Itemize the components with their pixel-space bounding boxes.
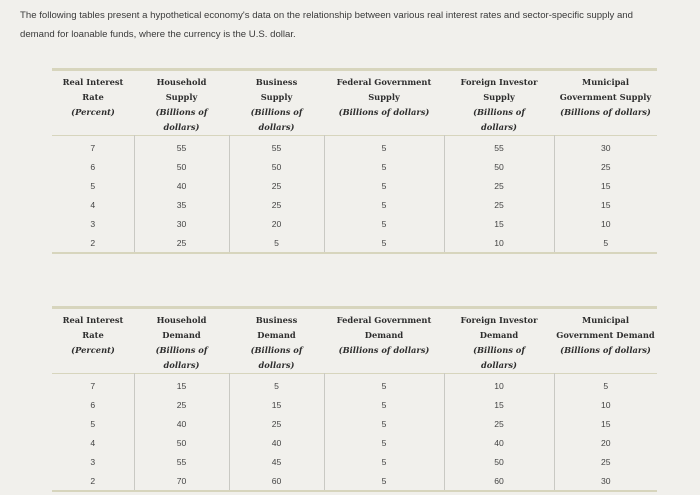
supply-table-cell: 25 (600, 161, 611, 172)
supply-header-line: (Billions of (473, 107, 525, 117)
demand-table-cell: 50 (134, 433, 229, 452)
demand-table-cell: 45 (229, 452, 324, 471)
supply-header-line: (Billions of (250, 107, 303, 117)
supply-table-cell: 35 (134, 195, 229, 214)
supply-table-cell: 5 (324, 233, 444, 253)
supply-header-line: (Billions of dollars) (338, 107, 430, 117)
supply-table-cell: 5 (554, 233, 657, 253)
demand-table-cell: 5 (229, 374, 324, 396)
supply-table-cell: 25 (229, 195, 324, 214)
supply-table-cell: 25 (444, 195, 554, 214)
demand-table-cell: 5 (52, 414, 134, 433)
supply-header-line: (Percent) (71, 107, 115, 117)
demand-table-row (52, 395, 657, 414)
demand-table-cell: 10 (600, 399, 611, 410)
supply-table-cell: 55 (229, 136, 324, 158)
demand-table-cell: 15 (444, 395, 554, 414)
supply-header-line: Federal Government (336, 77, 432, 87)
demand-table-cell: 15 (134, 374, 229, 396)
demand-header-line: (Billions of (155, 345, 208, 355)
demand-header-line: (Billions of dollars) (560, 345, 651, 355)
supply-table-cell: 5 (324, 214, 444, 233)
supply-header-line: Municipal (582, 77, 629, 87)
supply-column-header (444, 70, 554, 136)
demand-header-line: Real Interest (62, 315, 124, 325)
supply-header-line: Supply (260, 92, 293, 102)
demand-table-row (52, 471, 657, 491)
supply-table-cell: 25 (229, 176, 324, 195)
demand-table-cell: 60 (444, 471, 554, 491)
demand-table-cell: 40 (229, 433, 324, 452)
demand-table-cell: 6 (52, 395, 134, 414)
supply-header-line: Supply (368, 92, 400, 102)
supply-table-cell: 25 (444, 176, 554, 195)
demand-table-cell: 55 (134, 452, 229, 471)
demand-table-cell: 4 (52, 433, 134, 452)
supply-header-line: dollars) (481, 122, 517, 132)
demand-table-cell: 10 (444, 374, 554, 396)
demand-table-cell: 3 (52, 452, 134, 471)
supply-table-cell: 50 (134, 157, 229, 176)
supply-table-body (52, 136, 657, 254)
demand-table-cell: 25 (600, 456, 611, 467)
demand-header-line: dollars) (258, 360, 295, 370)
supply-table-cell: 15 (600, 199, 611, 210)
supply-table-cell: 6 (52, 157, 134, 176)
supply-table-cell: 50 (444, 157, 554, 176)
demand-header-line: Foreign Investor (460, 315, 538, 325)
supply-table-cell: 5 (324, 195, 444, 214)
demand-header-line: Demand (162, 330, 201, 340)
supply-table-cell: 5 (52, 176, 134, 195)
supply-table-row (52, 136, 657, 158)
intro-text (20, 6, 692, 44)
supply-column-header (324, 70, 444, 136)
demand-column-header (444, 308, 554, 374)
demand-header-line: Municipal (582, 315, 629, 325)
demand-header-line: Demand (257, 330, 296, 340)
demand-table-row (52, 414, 657, 433)
supply-table-cell: 5 (229, 233, 324, 253)
supply-column-header (134, 70, 229, 136)
demand-table-cell: 5 (324, 374, 444, 396)
supply-table-row (52, 214, 657, 233)
supply-header-row (52, 70, 657, 136)
demand-table-cell: 30 (554, 471, 657, 491)
supply-table-cell: 7 (52, 136, 134, 158)
demand-table-cell: 60 (229, 471, 324, 491)
demand-table-cell: 2 (52, 471, 134, 491)
demand-table-cell: 70 (134, 471, 229, 491)
supply-table-cell: 30 (554, 136, 657, 158)
supply-table-cell: 20 (229, 214, 324, 233)
demand-table-cell: 7 (52, 374, 134, 396)
demand-header-line: Demand (364, 330, 404, 340)
demand-table-row (52, 433, 657, 452)
supply-column-header (229, 70, 324, 136)
supply-table-cell: 55 (134, 136, 229, 158)
demand-header-line: (Billions of (473, 345, 525, 355)
supply-header-line: Real Interest (62, 77, 124, 87)
demand-header-line: Federal Government (336, 315, 432, 325)
intro-line-1: The following tables present a hypothetical economy's data on the relationship between various real interest rates and sector-specific supply and (20, 10, 633, 21)
supply-header-line: Business (255, 77, 298, 87)
demand-column-header (52, 308, 134, 374)
supply-header-line: (Billions of (155, 107, 208, 117)
demand-table (52, 306, 657, 492)
supply-table-row (52, 233, 657, 253)
demand-header-line: (Billions of (250, 345, 303, 355)
supply-header-line: Household (156, 77, 207, 87)
supply-table-cell: 55 (444, 136, 554, 158)
demand-table-cell: 25 (229, 414, 324, 433)
supply-table-cell: 15 (600, 180, 611, 191)
demand-header-line: Government Demand (556, 330, 655, 340)
demand-column-header (134, 308, 229, 374)
supply-column-header (554, 70, 657, 136)
demand-table-cell: 40 (134, 414, 229, 433)
demand-column-header (324, 308, 444, 374)
demand-header-line: Business (255, 315, 298, 325)
demand-table-cell: 5 (554, 374, 657, 396)
supply-table-cell: 15 (444, 214, 554, 233)
demand-table-cell: 25 (134, 395, 229, 414)
intro-line-2: demand for loanable funds, where the currency is the U.S. dollar. (20, 29, 296, 40)
supply-table-cell: 2 (52, 233, 134, 253)
demand-table-cell: 15 (600, 418, 611, 429)
demand-table-cell: 5 (324, 471, 444, 491)
supply-header-line: (Billions of dollars) (560, 107, 651, 117)
demand-header-line: dollars) (481, 360, 517, 370)
supply-table-row (52, 176, 657, 195)
supply-table (52, 68, 657, 254)
supply-header-line: Supply (483, 92, 515, 102)
supply-table-row (52, 157, 657, 176)
supply-table-cell: 5 (324, 157, 444, 176)
demand-header-line: Household (156, 315, 207, 325)
demand-table-cell: 15 (229, 395, 324, 414)
supply-header-line: Rate (82, 92, 104, 102)
demand-header-row (52, 308, 657, 374)
supply-table-cell: 3 (52, 214, 134, 233)
demand-column-header (229, 308, 324, 374)
demand-table-row (52, 452, 657, 471)
supply-table-cell: 50 (229, 157, 324, 176)
supply-header-line: Government Supply (559, 92, 652, 102)
supply-table-cell: 25 (134, 233, 229, 253)
supply-table-cell: 5 (324, 176, 444, 195)
supply-table-cell: 10 (444, 233, 554, 253)
supply-header-line: dollars) (258, 122, 295, 132)
demand-column-header (554, 308, 657, 374)
demand-header-line: (Billions of dollars) (338, 345, 430, 355)
demand-table-cell: 25 (444, 414, 554, 433)
supply-header-line: dollars) (163, 122, 200, 132)
supply-column-header (52, 70, 134, 136)
supply-table-cell: 30 (134, 214, 229, 233)
demand-table-cell: 5 (324, 433, 444, 452)
supply-table-cell: 4 (52, 195, 134, 214)
supply-table-row (52, 195, 657, 214)
supply-table-cell: 5 (324, 136, 444, 158)
supply-header-line: Foreign Investor (460, 77, 538, 87)
supply-table-cell: 10 (600, 218, 611, 229)
supply-header-line: Supply (165, 92, 198, 102)
demand-header-line: (Percent) (71, 345, 115, 355)
supply-table-cell: 40 (134, 176, 229, 195)
demand-table-cell: 5 (324, 395, 444, 414)
demand-header-line: Rate (82, 330, 104, 340)
demand-header-line: Demand (479, 330, 519, 340)
demand-table-cell: 20 (600, 437, 611, 448)
demand-table-body (52, 374, 657, 492)
demand-header-line: dollars) (163, 360, 200, 370)
demand-table-cell: 5 (324, 452, 444, 471)
demand-table-cell: 50 (444, 452, 554, 471)
demand-table-cell: 5 (324, 414, 444, 433)
demand-table-cell: 40 (444, 433, 554, 452)
demand-table-row (52, 374, 657, 396)
